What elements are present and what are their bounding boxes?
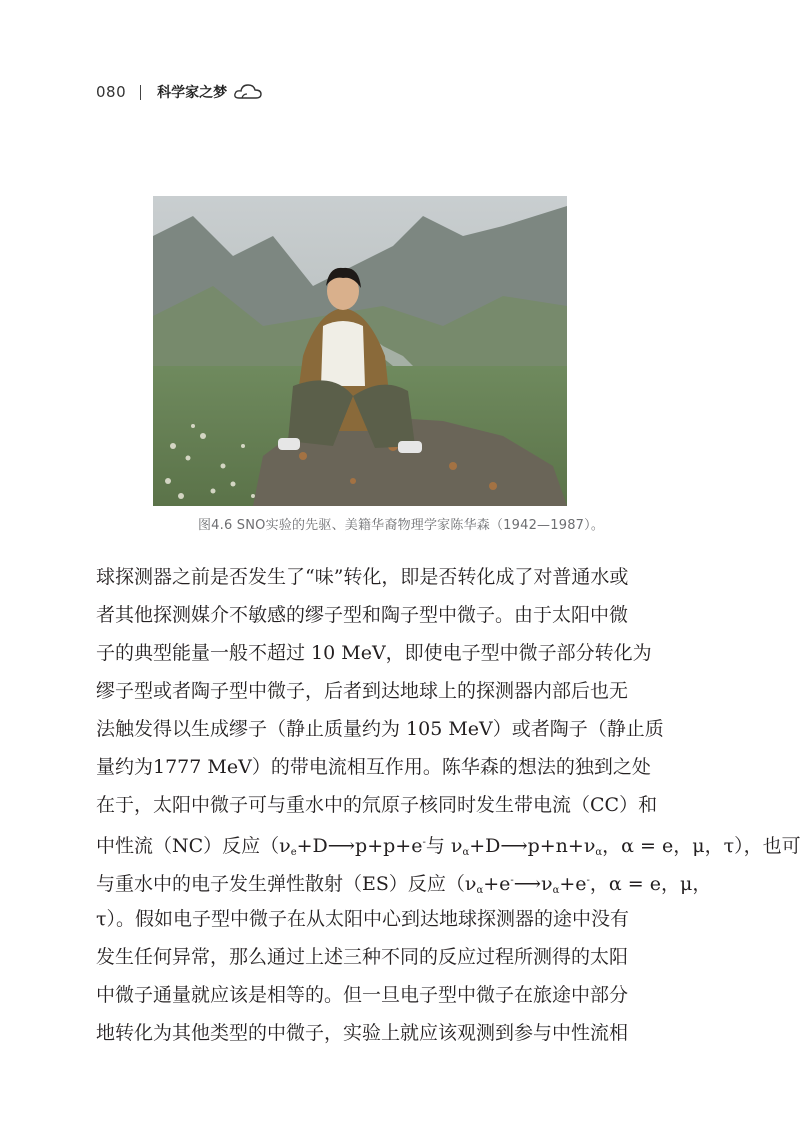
text-line: 法触发得以生成缪子（静止质量约为 105 MeV）或者陶子（静止质 bbox=[96, 718, 664, 740]
figure-caption: 图4.6 SNO实验的先驱、美籍华裔物理学家陈华森（1942—1987）。 bbox=[197, 518, 605, 533]
superscript: - bbox=[510, 875, 514, 886]
subscript: α bbox=[595, 847, 603, 858]
superscript: - bbox=[422, 837, 426, 848]
book-title: 科学家之梦 bbox=[157, 85, 228, 101]
cloud-icon bbox=[233, 82, 263, 102]
text-line: 量约为1777 MeV）的带电流相互作用。陈华森的想法的独到之处 bbox=[96, 756, 651, 778]
text-line: 缪子型或者陶子型中微子，后者到达地球上的探测器内部后也无 bbox=[96, 680, 629, 702]
text-fragment: 中性流（NC）反应（ν bbox=[96, 835, 291, 857]
text-fragment: 与重水中的电子发生弹性散射（ES）反应（ν bbox=[96, 873, 477, 895]
subscript: α bbox=[462, 847, 470, 858]
text-line-formula-es bbox=[96, 862, 712, 900]
superscript: - bbox=[586, 875, 590, 886]
subscript: α bbox=[552, 885, 560, 896]
text-fragment: +D⟶p+n+ν bbox=[469, 835, 596, 857]
text-fragment: +e bbox=[559, 873, 587, 895]
text-line: 子的典型能量一般不超过 10 MeV，即使电子型中微子部分转化为 bbox=[96, 642, 652, 664]
text-fragment: +e bbox=[483, 873, 511, 895]
text-line: 地转化为其他类型的中微子，实验上就应该观测到参与中性流相 bbox=[96, 1022, 629, 1044]
text-line: 中微子通量就应该是相等的。但一旦电子型中微子在旅途中部分 bbox=[96, 984, 629, 1006]
text-fragment: 与 ν bbox=[425, 835, 463, 857]
text-line-formula-nc bbox=[96, 824, 801, 862]
text-fragment: +D⟶p+p+e bbox=[296, 835, 423, 857]
photo-illustration bbox=[153, 196, 567, 506]
text-line: 在于，太阳中微子可与重水中的氘原子核同时发生带电流（CC）和 bbox=[96, 794, 658, 816]
text-line: 球探测器之前是否发生了“味”转化，即是否转化成了对普通水或 bbox=[96, 566, 629, 588]
running-header bbox=[96, 80, 263, 104]
figure-photo bbox=[153, 196, 567, 506]
page-number: 080 bbox=[96, 83, 127, 101]
text-fragment: ，α = e，μ， bbox=[589, 873, 712, 895]
subscript: α bbox=[476, 885, 484, 896]
text-line: 者其他探测媒介不敏感的缪子型和陶子型中微子。由于太阳中微 bbox=[96, 604, 629, 626]
text-line: 发生任何异常，那么通过上述三种不同的反应过程所测得的太阳 bbox=[96, 946, 629, 968]
text-line: τ）。假如电子型中微子在从太阳中心到达地球探测器的途中没有 bbox=[96, 908, 630, 930]
subscript: e bbox=[290, 847, 297, 858]
text-fragment: ⟶ν bbox=[513, 873, 553, 895]
text-fragment: ，α = e，μ，τ），也可 bbox=[602, 835, 801, 857]
header-divider bbox=[140, 85, 141, 100]
body-paragraph bbox=[96, 558, 801, 1052]
